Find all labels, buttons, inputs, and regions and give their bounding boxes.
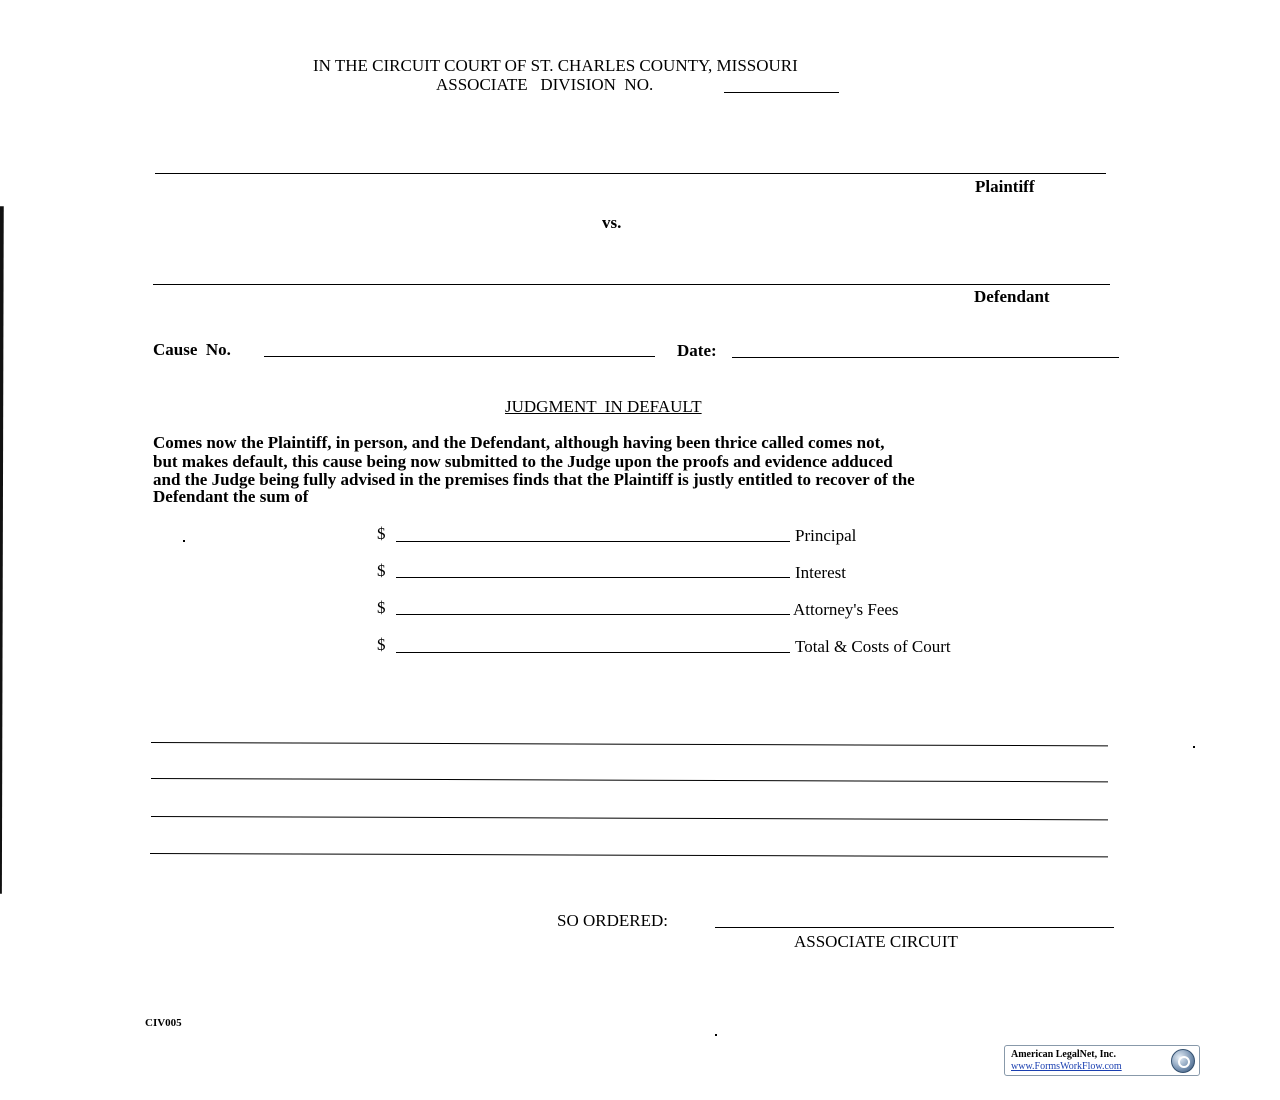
defendant-label: Defendant <box>974 287 1050 306</box>
division-label: ASSOCIATE DIVISION NO. <box>436 75 654 94</box>
defendant-name-field[interactable] <box>153 284 1110 285</box>
american-legalnet-logo[interactable] <box>1004 1045 1200 1076</box>
logo-url[interactable]: www.FormsWorkFlow.com <box>1011 1061 1122 1072</box>
principal-amount-field[interactable] <box>396 541 790 542</box>
versus-label: vs. <box>602 213 622 232</box>
attorney-fees-amount-field[interactable] <box>396 614 790 615</box>
plaintiff-label: Plaintiff <box>975 177 1035 196</box>
date-label: Date: <box>677 341 717 360</box>
interest-label: Interest <box>795 563 846 582</box>
scan-speck <box>183 540 185 542</box>
judgment-body-line: and the Judge being fully advised in the premises finds that the Plaintiff is justly entitled to recover of the <box>153 470 915 489</box>
total-amount-field[interactable] <box>396 652 790 653</box>
additional-notes-line[interactable] <box>151 742 1108 746</box>
additional-notes-line[interactable] <box>151 778 1108 782</box>
attorney-fees-label: Attorney's Fees <box>793 600 899 619</box>
cause-number-label: Cause No. <box>153 340 231 359</box>
dollar-sign: $ <box>377 598 386 617</box>
globe-icon <box>1171 1049 1195 1073</box>
cause-number-field[interactable] <box>264 356 655 357</box>
dollar-sign: $ <box>377 524 386 543</box>
date-field[interactable] <box>732 357 1119 358</box>
signer-title: ASSOCIATE CIRCUIT <box>794 932 958 951</box>
plaintiff-name-field[interactable] <box>155 173 1106 174</box>
scan-speck <box>1193 746 1195 748</box>
judgment-body-line: Comes now the Plaintiff, in person, and the Defendant, although having been thrice called comes not, <box>153 433 885 452</box>
judgment-body-line: Defendant the sum of <box>153 487 309 506</box>
page-edge <box>0 0 5 1100</box>
additional-notes-line[interactable] <box>150 853 1108 857</box>
logo-company: American LegalNet, Inc. <box>1011 1049 1116 1060</box>
so-ordered-label: SO ORDERED: <box>557 911 668 930</box>
principal-label: Principal <box>795 526 857 545</box>
interest-amount-field[interactable] <box>396 577 790 578</box>
total-costs-label: Total & Costs of Court <box>795 637 951 656</box>
dollar-sign: $ <box>377 635 386 654</box>
judge-signature-field[interactable] <box>715 927 1114 928</box>
additional-notes-line[interactable] <box>151 816 1108 820</box>
dollar-sign: $ <box>377 561 386 580</box>
form-code: CIV005 <box>145 1017 182 1029</box>
judgment-body-line: but makes default, this cause being now submitted to the Judge upon the proofs and evidence adduced <box>153 452 893 471</box>
division-number-field[interactable] <box>724 92 839 93</box>
judgment-title: JUDGMENT IN DEFAULT <box>505 397 702 416</box>
court-title: IN THE CIRCUIT COURT OF ST. CHARLES COUNTY, MISSOURI <box>313 56 798 75</box>
scan-speck <box>715 1034 717 1036</box>
